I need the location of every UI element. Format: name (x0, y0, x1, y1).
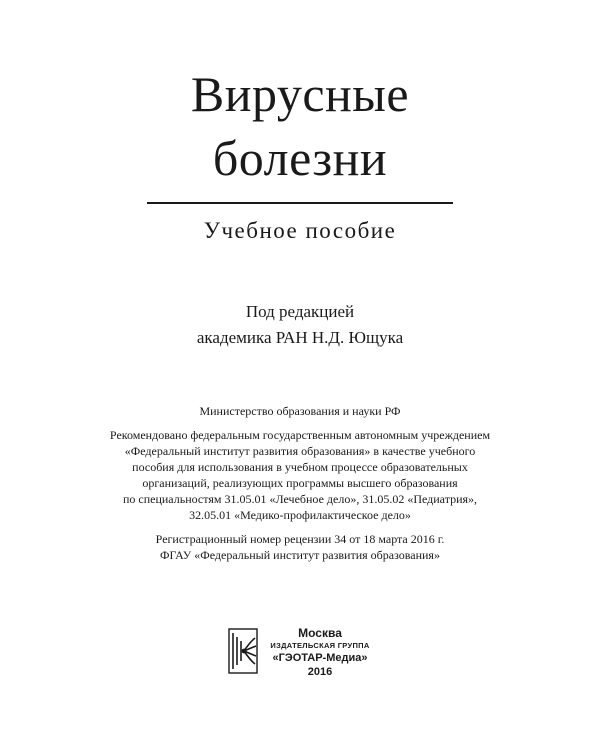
editor-label: Под редакцией (245, 302, 355, 321)
registration-line: ФГАУ «Федеральный институт развития образования» (160, 548, 440, 562)
title-divider (147, 202, 453, 204)
recommendation-line: Рекомендовано федеральным государственным автономным учреждением (109, 428, 491, 442)
recommendation-line: 32.05.01 «Медико-профилактическое дело» (189, 508, 411, 522)
recommendation-line: по специальностям 31.05.01 «Лечебное дело», 31.05.02 «Педиатрия», (122, 492, 478, 506)
recommendation-line: пособия для использования в учебном процессе образовательных (132, 460, 468, 474)
publication-year: 2016 (307, 666, 333, 678)
recommendation-line: «Федеральный институт развития образования» в качестве учебного (124, 444, 476, 458)
publisher-city: Москва (298, 626, 342, 640)
editor-name: академика РАН Н.Д. Ющука (196, 328, 404, 347)
book-title-line-2: болезни (212, 130, 388, 186)
registration-line: Регистрационный номер рецензии 34 от 18 марта 2016 г. (155, 532, 445, 546)
book-title-line-1: Вирусные (190, 66, 410, 122)
publisher-name: «ГЭОТАР-Медиа» (272, 652, 368, 664)
recommendation-line: организаций, реализующих программы высшего образования (142, 476, 458, 490)
ministry-line: Министерство образования и науки РФ (199, 404, 401, 418)
book-subtitle: Учебное пособие (203, 218, 397, 243)
publisher-block (228, 626, 378, 682)
approval-block (0, 403, 600, 563)
geotar-logo-icon (228, 628, 258, 674)
publisher-group: ИЗДАТЕЛЬСКАЯ ГРУППА (270, 641, 370, 650)
